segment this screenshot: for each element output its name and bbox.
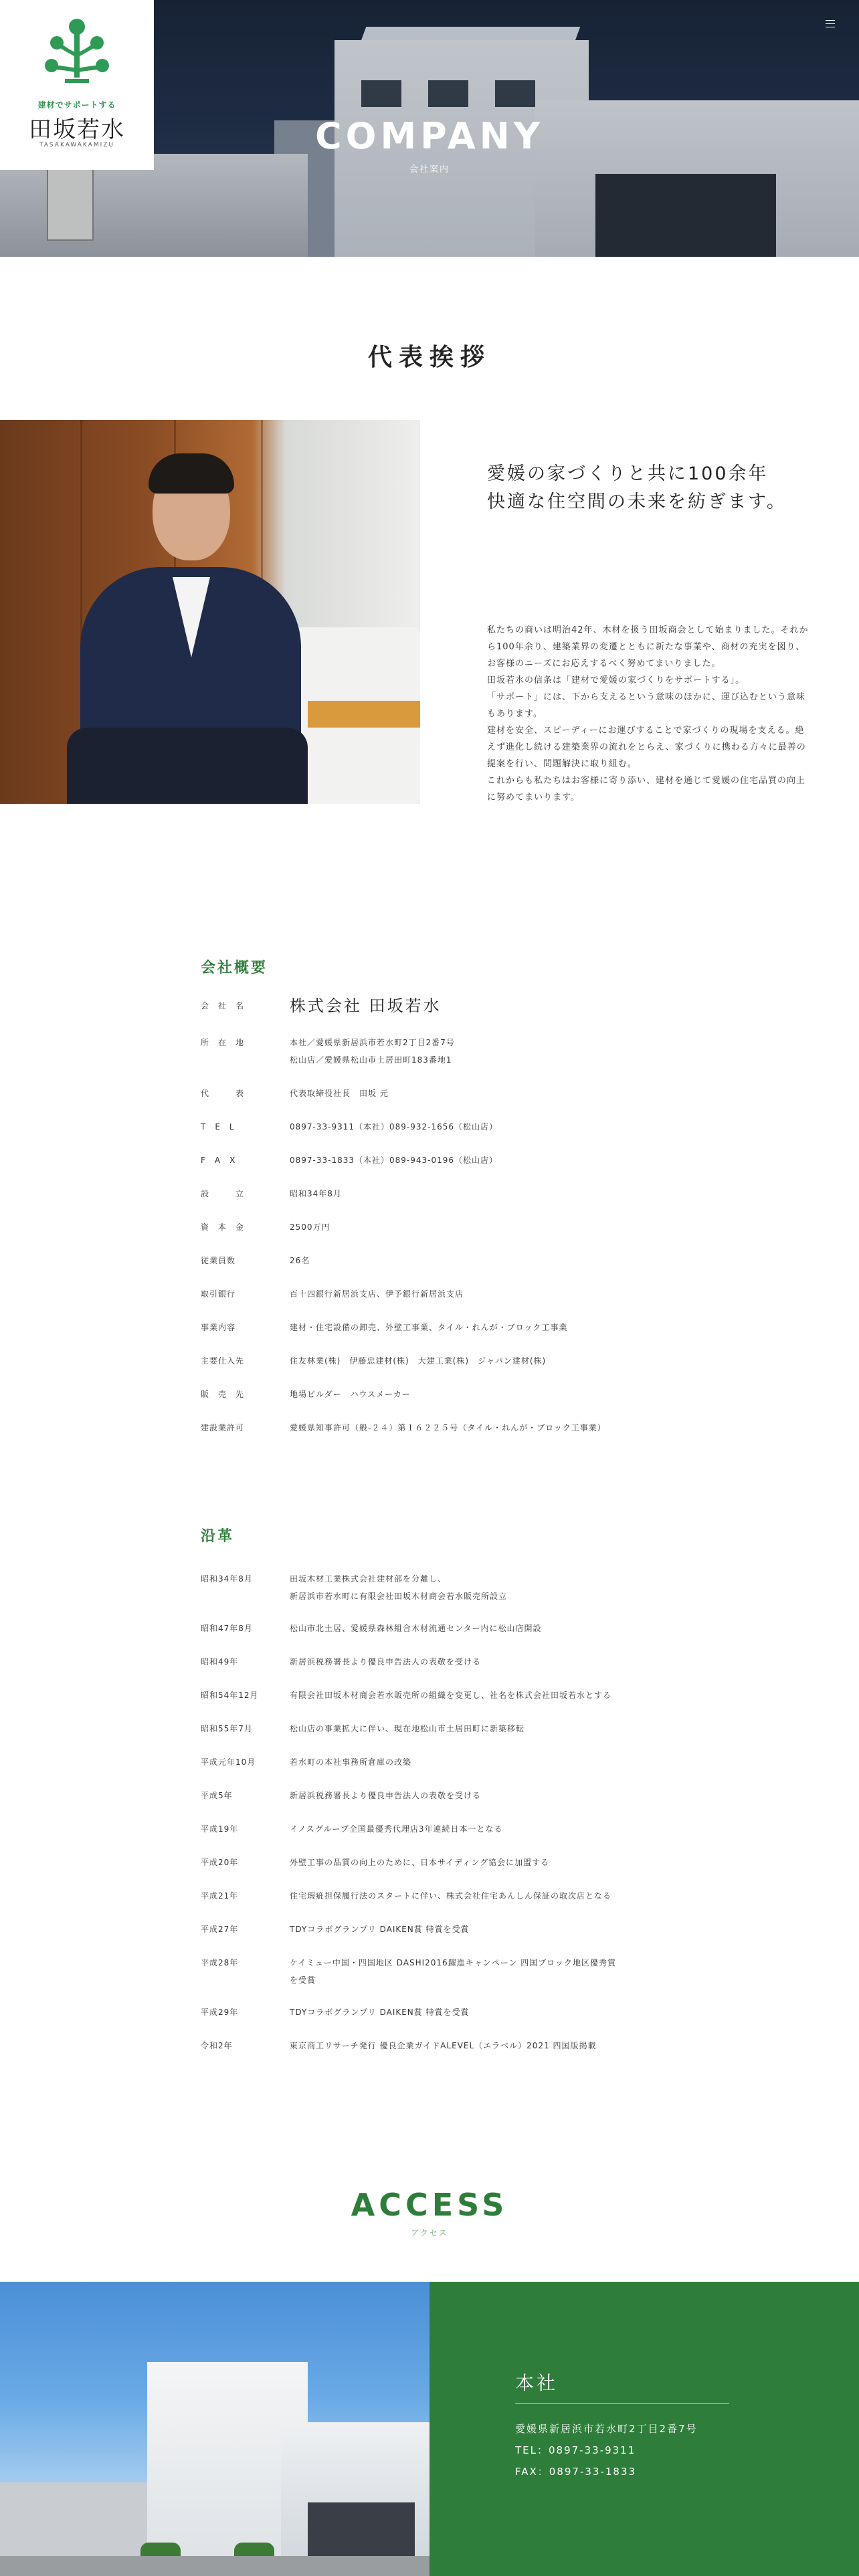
overview-value: 愛媛県知事許可（般-２４）第１６２２５号（タイル・れんが・ブロック工事業） <box>290 1423 606 1432</box>
overview-value: 建材・住宅設備の卸売、外壁工事業、タイル・れんが・ブロック工事業 <box>290 1323 568 1332</box>
history-row <box>201 1921 682 1938</box>
history-text: 松山店の事業拡大に伴い、現在地松山市土居田町に新築移転 <box>290 1724 525 1733</box>
history-row <box>201 1653 682 1671</box>
history-table <box>201 1570 682 2054</box>
history-row <box>201 1570 682 1605</box>
logo-name: 田坂若水 <box>29 116 125 143</box>
overview-value: 代表取締役社長 田坂 元 <box>290 1089 389 1098</box>
overview-label: 代 表 <box>201 1089 245 1098</box>
history-year: 平成20年 <box>201 1858 239 1867</box>
overview-row <box>201 1419 669 1436</box>
hero-title: COMPANY <box>315 115 544 157</box>
logo-tagline: 建材でサポートする <box>37 100 116 110</box>
overview-label: 事業内容 <box>201 1323 236 1332</box>
overview-value: 住友林業(株) 伊藤忠建材(株) 大建工業(株) ジャパン建材(株) <box>290 1356 547 1366</box>
history-row <box>201 1620 682 1637</box>
overview-row <box>201 1319 669 1336</box>
history-year: 昭和55年7月 <box>201 1724 253 1733</box>
overview-value: 0897-33-1833（本社）089-943-0196（松山店） <box>290 1156 498 1165</box>
access-info-panel <box>430 2282 859 2576</box>
ceo-photo-chair-arm <box>308 701 420 728</box>
overview-value: 26名 <box>290 1256 310 1265</box>
overview-label: 販 売 先 <box>201 1390 245 1399</box>
history-row <box>201 1820 682 1838</box>
overview-row <box>201 1218 669 1236</box>
history-text: イノスグループ全国最優秀代理店3年連続日本一となる <box>290 1824 503 1834</box>
overview-value: 0897-33-9311（本社）089-932-1656（松山店） <box>290 1122 498 1132</box>
overview-label: 建設業許可 <box>201 1423 245 1432</box>
history-year: 昭和34年8月 <box>201 1574 253 1584</box>
history-year: 平成28年 <box>201 1958 239 1967</box>
overview-label: 取引銀行 <box>201 1289 236 1299</box>
divider <box>515 2403 729 2404</box>
site-logo[interactable] <box>0 0 154 170</box>
overview-row <box>201 1285 669 1303</box>
history-year: 平成元年10月 <box>201 1757 256 1767</box>
office-photo <box>0 2282 430 2576</box>
overview-value: 昭和34年8月 <box>290 1189 342 1198</box>
history-text: 住宅瑕疵担保履行法のスタートに伴い、株式会社住宅あんしん保証の取次店となる <box>290 1891 612 1901</box>
ceo-photo <box>0 420 420 804</box>
hero-subtitle: 会社案内 <box>409 165 450 175</box>
history-year: 昭和47年8月 <box>201 1624 253 1633</box>
history-row <box>201 1753 682 1771</box>
overview-label: 所 在 地 <box>201 1038 245 1047</box>
history-text: 外壁工事の品質の向上のために、日本サイディング協会に加盟する <box>290 1858 549 1867</box>
overview-label: T E L <box>201 1122 235 1132</box>
overview-row <box>201 1152 669 1169</box>
overview-label: 従業員数 <box>201 1256 236 1265</box>
overview-table <box>201 992 669 1436</box>
history-year: 昭和54年12月 <box>201 1691 259 1700</box>
overview-value: 2500万円 <box>290 1222 330 1232</box>
history-year: 令和2年 <box>201 2041 233 2050</box>
history-row <box>201 1954 682 1989</box>
history-text: 田坂木材工業株式会社建材部を分離し、 新居浜市若水町に有限会社田坂木材商会若水販売所設立 <box>290 1574 508 1601</box>
greeting-section-title: 代表挨拶 <box>367 344 491 371</box>
overview-row <box>201 1085 669 1102</box>
access-title: ACCESS <box>351 2187 508 2223</box>
greeting-paragraph: これからも私たちはお客様に寄り添い、建材を通じて愛媛の住宅品質の向上に努めてまいります。 <box>487 776 806 802</box>
history-row <box>201 1887 682 1905</box>
overview-title: 会社概要 <box>201 960 268 976</box>
history-year: 平成5年 <box>201 1791 233 1800</box>
history-text: TDYコラボグランプリ DAIKEN賞 特賞を受賞 <box>290 1925 470 1934</box>
history-text: 松山市北土居、愛媛県森林組合木材流通センター内に松山店開設 <box>290 1624 542 1633</box>
overview-label: 会 社 名 <box>201 1001 245 1010</box>
office-fax: FAX：0897-33-1833 <box>515 2466 637 2478</box>
greeting-paragraph: 私たちの商いは明治42年、木材を扱う田坂商会として始まりました。それから100年余り、建築業界の変遷とともに新たな事業や、商材の充実を図り、お客様のニーズにお応えするべく努めてまいりました。 <box>487 625 809 669</box>
overview-label: 主要仕入先 <box>201 1356 245 1366</box>
hamburger-menu-icon[interactable] <box>826 20 835 28</box>
history-text: 新居浜税務署長より優良申告法人の表敬を受ける <box>290 1791 482 1800</box>
office-tel[interactable]: TEL：0897-33-9311 <box>515 2444 636 2456</box>
history-year: 平成19年 <box>201 1824 239 1834</box>
overview-row <box>201 1386 669 1403</box>
history-row <box>201 1720 682 1737</box>
history-text: 新居浜税務署長より優良申告法人の表敬を受ける <box>290 1657 482 1667</box>
history-year: 平成29年 <box>201 2008 239 2017</box>
history-year: 平成27年 <box>201 1925 239 1934</box>
history-text: ケイミュー中国・四国地区 DASHI2016躍進キャンペーン 四国ブロック地区優秀賞 を受賞 <box>290 1958 617 1985</box>
greeting-paragraph: 「サポート」には、下から支えるという意味のほかに、運び込むという意味もあります。 <box>487 692 806 719</box>
history-row <box>201 2004 682 2021</box>
office-name: 本社 <box>515 2372 559 2394</box>
overview-row <box>201 1352 669 1370</box>
overview-value: 本社／愛媛県新居浜市若水町2丁目2番7号 松山店／愛媛県松山市土居田町183番地1 <box>290 1038 455 1065</box>
office-contact <box>515 2418 698 2482</box>
history-text: TDYコラボグランプリ DAIKEN賞 特賞を受賞 <box>290 2008 470 2017</box>
overview-label: 設 立 <box>201 1189 245 1198</box>
overview-label: 資 本 金 <box>201 1222 245 1232</box>
greeting-paragraph: 田坂若水の信条は「建材で愛媛の家づくりをサポートする」。 <box>487 675 745 685</box>
access-subtitle: アクセス <box>411 2228 448 2238</box>
history-row <box>201 1854 682 1871</box>
tree-logo-icon <box>45 17 109 96</box>
overview-row-address <box>201 1034 669 1069</box>
overview-row-company-name <box>201 992 669 1019</box>
overview-row <box>201 1252 669 1269</box>
logo-roman: TASAKAWAKAMIZU <box>39 142 115 148</box>
history-row <box>201 1687 682 1704</box>
overview-value: 株式会社 田坂若水 <box>290 996 442 1015</box>
history-row <box>201 2037 682 2054</box>
history-text: 若水町の本社事務所倉庫の改築 <box>290 1757 412 1767</box>
greeting-paragraph: 建材を安全、スピーディーにお運びすることで家づくりの現場を支える。絶えず進化し続ける建築業界の流れをとらえ、家づくりに携わる方々に最善の提案を行い、問題解決に取り組む。 <box>487 726 806 769</box>
overview-value: 百十四銀行新居浜支店、伊予銀行新居浜支店 <box>290 1289 464 1299</box>
history-text: 東京商工リサーチ発行 優良企業ガイドALEVEL（エラベル）2021 四国版掲載 <box>290 2041 597 2050</box>
history-title: 沿革 <box>201 1528 235 1545</box>
greeting-heading: 愛媛の家づくりと共に100余年 快適な住空間の未来を紡ぎます。 <box>487 463 787 512</box>
overview-label: F A X <box>201 1156 236 1165</box>
history-text: 有限会社田坂木材商会若水販売所の組織を変更し、社名を株式会社田坂若水とする <box>290 1691 612 1700</box>
history-year: 平成21年 <box>201 1891 239 1901</box>
greeting-body <box>487 622 812 806</box>
history-year: 昭和49年 <box>201 1657 239 1667</box>
overview-row <box>201 1118 669 1136</box>
office-address: 愛媛県新居浜市若水町2丁目2番7号 <box>515 2423 698 2435</box>
overview-value: 地場ビルダー ハウスメーカー <box>290 1390 411 1399</box>
overview-row <box>201 1185 669 1202</box>
history-row <box>201 1787 682 1804</box>
